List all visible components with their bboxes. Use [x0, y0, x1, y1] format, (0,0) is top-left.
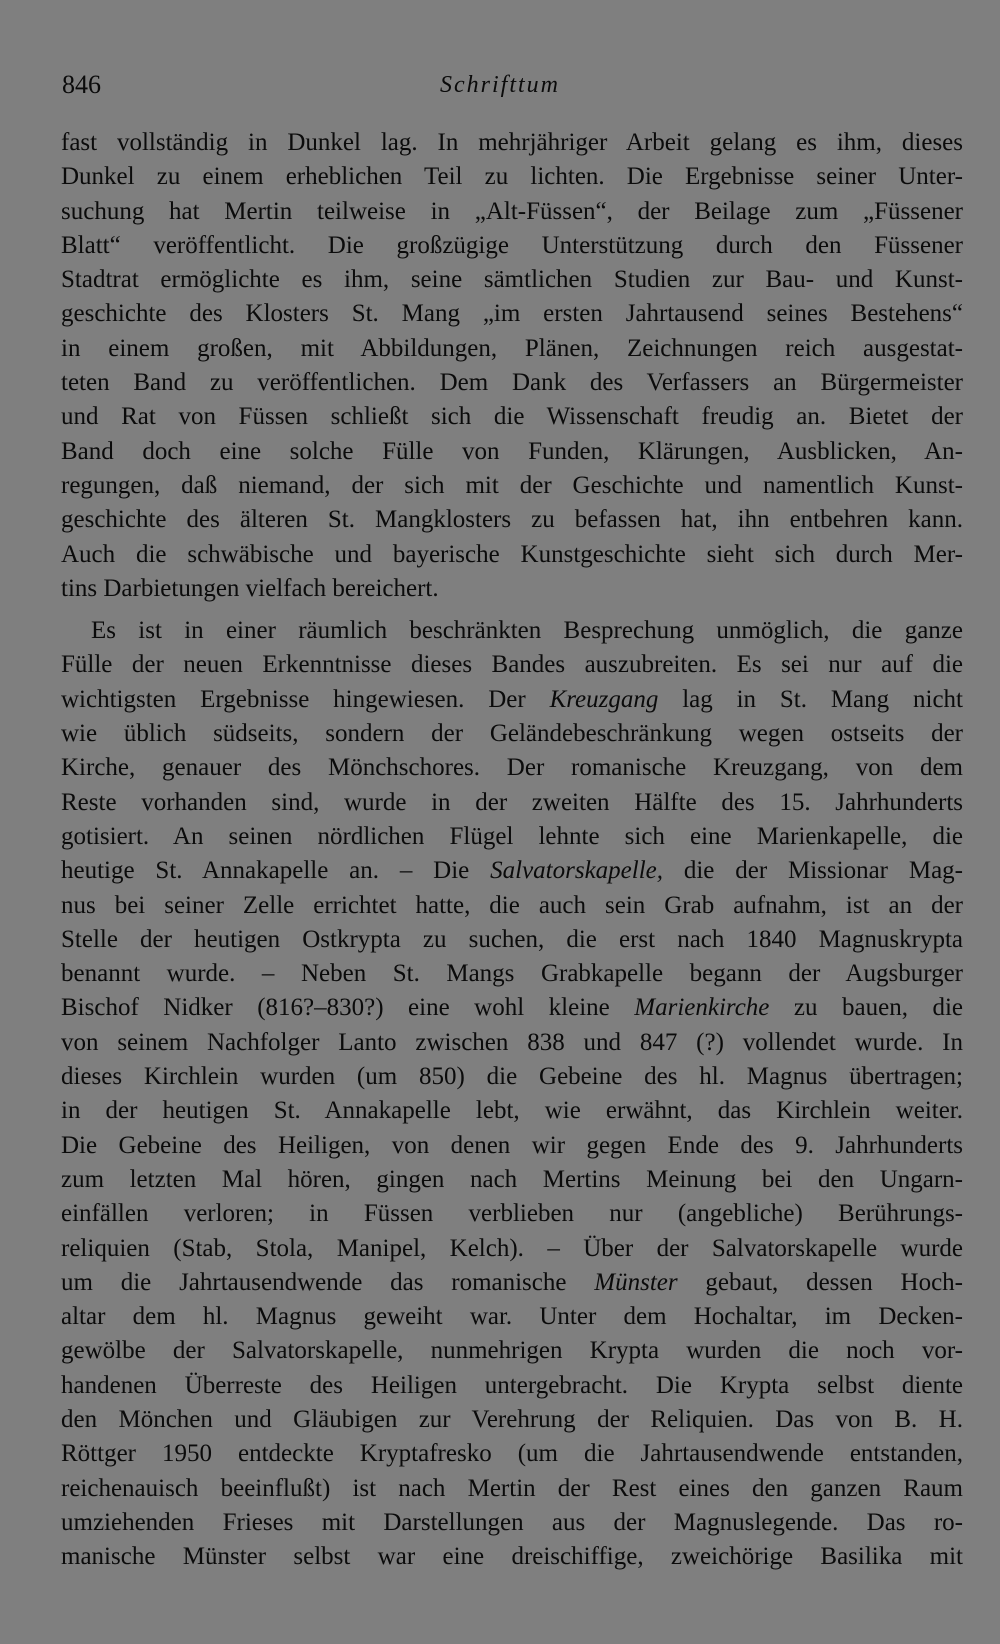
- text-line: [61, 400, 963, 434]
- text-segment: suchung hat Mertin teilweise in „Alt-Füssen“, der Beilage zum „Füssener: [61, 197, 963, 225]
- text-line: [61, 297, 963, 331]
- text-segment: den Mönchen und Gläubigen zur Verehrung der Reliquien. Das von B. H.: [61, 1405, 963, 1433]
- italic-term: Kreuzgang: [549, 685, 659, 713]
- text-segment: teten Band zu veröffentlichen. Dem Dank des Verfassers an Bürgermeister: [61, 369, 963, 397]
- italic-term: Marienkirche: [634, 994, 770, 1022]
- text-segment: einfällen verloren; in Füssen verblieben nur (angebliche) Berührungs-: [61, 1200, 963, 1228]
- text-segment: Dunkel zu einem erheblichen Teil zu lichten. Die Ergebnisse seiner Unter-: [61, 163, 963, 191]
- text-line: [61, 1506, 963, 1540]
- text-segment: wie üblich südseits, sondern der Geländebeschränkung wegen ostseits der: [61, 720, 963, 748]
- text-line: [61, 1403, 963, 1437]
- text-segment: tins Darbietungen vielfach bereichert.: [61, 574, 439, 602]
- text-line: [61, 229, 963, 263]
- text-segment: geschichte des älteren St. Mangklosters zu befassen hat, ihn entbehren kann.: [61, 506, 963, 534]
- text-segment: geschichte des Klosters St. Mang „im ersten Jahrtausend seines Bestehens“: [61, 300, 963, 328]
- text-segment: reliquien (Stab, Stola, Manipel, Kelch). – Über der Salvatorskapelle wurde: [61, 1234, 963, 1262]
- paragraph-1: [61, 126, 963, 606]
- text-segment: Reste vorhanden sind, wurde in der zweiten Hälfte des 15. Jahrhunderts: [61, 788, 963, 816]
- text-segment: Kirche, genauer des Mönchschores. Der romanische Kreuzgang, von dem: [61, 754, 963, 782]
- text-segment: regungen, daß niemand, der sich mit der Geschichte und namentlich Kunst-: [61, 471, 963, 499]
- text-line: [61, 923, 963, 957]
- text-segment: zum letzten Mal hören, gingen nach Mertins Meinung bei den Ungarn-: [61, 1165, 963, 1193]
- text-line: [61, 717, 963, 751]
- text-segment: von seinem Nachfolger Lanto zwischen 838 und 847 (?) vollendet wurde. In: [61, 1028, 963, 1056]
- text-segment: Die Gebeine des Heiligen, von denen wir gegen Ende des 9. Jahrhunderts: [61, 1131, 963, 1159]
- text-line: [61, 1129, 963, 1163]
- text-line: [61, 160, 963, 194]
- text-segment: Auch die schwäbische und bayerische Kunstgeschichte sieht sich durch Mer-: [61, 540, 963, 568]
- text-segment: altar dem hl. Magnus geweiht war. Unter dem Hochaltar, im Decken-: [61, 1303, 963, 1331]
- text-segment: Stelle der heutigen Ostkrypta zu suchen, die erst nach 1840 Magnuskrypta: [61, 925, 963, 953]
- paragraph-gap: [61, 606, 963, 614]
- text-line: [61, 195, 963, 229]
- text-segment: wichtigsten Ergebnisse hingewiesen. Der: [61, 685, 550, 713]
- text-line: [61, 503, 963, 537]
- text-segment: um die Jahrtausendwende das romanische: [61, 1268, 595, 1296]
- text-line: [61, 991, 963, 1025]
- text-line: [61, 854, 963, 888]
- text-line: [61, 572, 963, 606]
- text-line: [61, 1094, 963, 1128]
- body-text: [61, 126, 963, 1574]
- text-segment: Blatt“ veröffentlicht. Die großzügige Unterstützung durch den Füssener: [61, 231, 963, 259]
- text-segment: benannt wurde. – Neben St. Mangs Grabkapelle begann der Augsburger: [61, 960, 963, 988]
- text-segment: in einem großen, mit Abbildungen, Plänen, Zeichnungen reich ausgestat-: [61, 334, 963, 362]
- paragraph-2: [61, 614, 963, 1574]
- text-line: [61, 683, 963, 717]
- text-segment: reichenauisch beeinflußt) ist nach Mertin der Rest eines den ganzen Raum: [61, 1474, 963, 1502]
- text-line: [61, 786, 963, 820]
- text-line: [61, 1300, 963, 1334]
- text-segment: Stadtrat ermöglichte es ihm, seine sämtlichen Studien zur Bau- und Kunst-: [61, 266, 963, 294]
- text-line: [61, 1369, 963, 1403]
- text-line: [61, 1232, 963, 1266]
- running-title: Schrifttum: [440, 72, 560, 98]
- text-segment: die der Missionar Mag-: [663, 857, 963, 885]
- text-line: [61, 126, 963, 160]
- text-segment: nus bei seiner Zelle errichtet hatte, die auch sein Grab aufnahm, ist an der: [61, 891, 963, 919]
- text-segment: lag in St. Mang nicht: [658, 685, 963, 713]
- text-line: [61, 1472, 963, 1506]
- text-segment: Röttger 1950 entdeckte Kryptafresko (um die Jahrtausendwende entstanden,: [61, 1440, 963, 1468]
- text-segment: gewölbe der Salvatorskapelle, nunmehrigen Krypta wurden die noch vor-: [61, 1337, 963, 1365]
- text-segment: manische Münster selbst war eine dreischiffige, zweichörige Basilika mit: [61, 1543, 963, 1571]
- text-line: [61, 751, 963, 785]
- text-line: [61, 889, 963, 923]
- italic-term: Salvatorskapelle,: [490, 857, 664, 885]
- italic-term: Münster: [594, 1268, 678, 1296]
- text-segment: Fülle der neuen Erkenntnisse dieses Bandes auszubreiten. Es sei nur auf die: [61, 651, 963, 679]
- text-segment: handenen Überreste des Heiligen untergebracht. Die Krypta selbst diente: [61, 1371, 963, 1399]
- text-segment: Bischof Nidker (816?–830?) eine wohl kleine: [61, 994, 635, 1022]
- text-segment: in der heutigen St. Annakapelle lebt, wie erwähnt, das Kirchlein weiter.: [61, 1097, 963, 1125]
- text-line: [61, 648, 963, 682]
- text-line: [61, 1334, 963, 1368]
- text-segment: gebaut, dessen Hoch-: [677, 1268, 964, 1296]
- text-segment: heutige St. Annakapelle an. – Die: [61, 857, 491, 885]
- text-segment: Band doch eine solche Fülle von Funden, Klärungen, Ausblicken, An-: [61, 437, 963, 465]
- text-line: [61, 1163, 963, 1197]
- text-line: [61, 820, 963, 854]
- text-line: [61, 366, 963, 400]
- text-line: [61, 1060, 963, 1094]
- text-segment: Es ist in einer räumlich beschränkten Besprechung unmöglich, die ganze: [91, 617, 963, 645]
- page-number: 846: [62, 70, 101, 99]
- text-line: [61, 1540, 963, 1574]
- text-line: [61, 538, 963, 572]
- text-line: [61, 435, 963, 469]
- text-line: [61, 957, 963, 991]
- text-line: [61, 1197, 963, 1231]
- text-line: [61, 1266, 963, 1300]
- text-segment: zu bauen, die: [769, 994, 963, 1022]
- text-line: [61, 1437, 963, 1471]
- text-segment: gotisiert. An seinen nördlichen Flügel lehnte sich eine Marienkapelle, die: [61, 822, 963, 850]
- text-segment: dieses Kirchlein wurden (um 850) die Gebeine des hl. Magnus übertragen;: [61, 1063, 963, 1091]
- text-segment: umziehenden Frieses mit Darstellungen aus der Magnuslegende. Das ro-: [61, 1508, 963, 1536]
- text-line: [61, 263, 963, 297]
- text-line: [61, 1026, 963, 1060]
- text-segment: und Rat von Füssen schließt sich die Wissenschaft freudig an. Bietet der: [61, 403, 963, 431]
- text-line: [61, 469, 963, 503]
- text-line: [61, 332, 963, 366]
- text-line: [61, 614, 963, 648]
- text-segment: fast vollständig in Dunkel lag. In mehrjähriger Arbeit gelang es ihm, dieses: [61, 129, 963, 156]
